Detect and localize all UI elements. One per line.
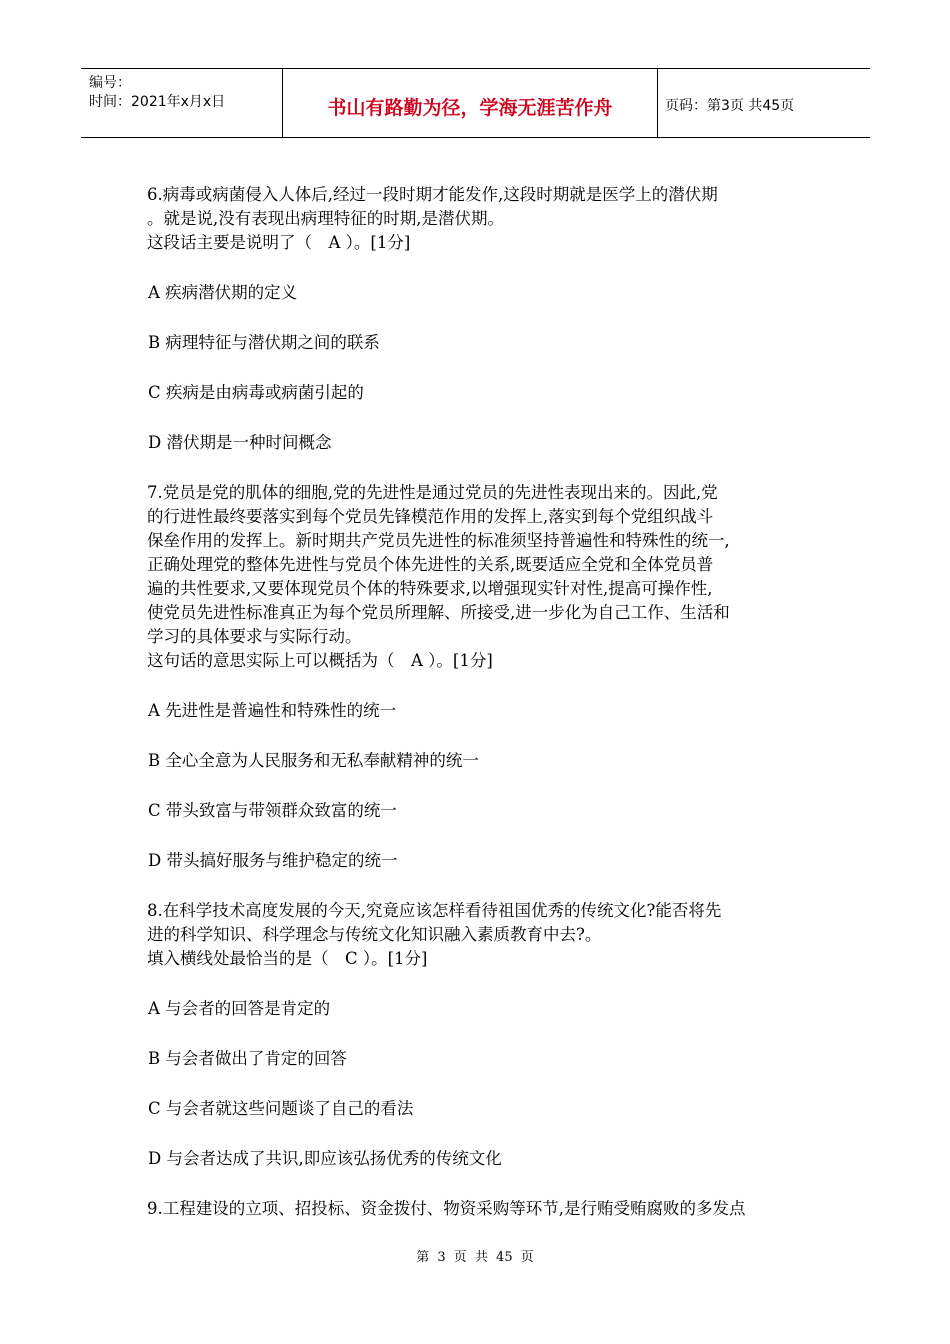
option-b: B 全心全意为人民服务和无私奉献精神的统一 bbox=[148, 751, 479, 770]
question-9-stem bbox=[147, 1197, 815, 1221]
text-line: 的行进性最终要落实到每个党员先锋模范作用的发挥上,落实到每个党组织战斗 bbox=[147, 507, 714, 526]
document-body bbox=[147, 183, 815, 1231]
text-line: 进的科学知识、科学理念与传统文化知识融入素质教育中去?。 bbox=[147, 925, 602, 944]
option-d: D 带头搞好服务与维护稳定的统一 bbox=[148, 851, 398, 870]
page-footer: 第 3 页 共 45 页 bbox=[416, 1250, 534, 1265]
header-motto: 书山有路勤为径，学海无涯苦作舟 bbox=[327, 97, 613, 119]
option-d: D 与会者达成了共识,即应该弘扬优秀的传统文化 bbox=[148, 1149, 502, 1168]
text-line: 使党员先进性标准真正为每个党员所理解、所接受,进一步化为自己工作、生活和 bbox=[147, 603, 730, 622]
text-line: 6.病毒或病菌侵入人体后,经过一段时期才能发作,这段时期就是医学上的潜伏期 bbox=[147, 185, 718, 204]
header-meta bbox=[89, 74, 279, 112]
option-a: A 先进性是普遍性和特殊性的统一 bbox=[148, 701, 397, 720]
text-line: 7.党员是党的肌体的细胞,党的先进性是通过党员的先进性表现出来的。因此,党 bbox=[147, 483, 718, 502]
option-b: B 与会者做出了肯定的回答 bbox=[148, 1049, 347, 1068]
page-header bbox=[81, 68, 870, 138]
option-a: A 与会者的回答是肯定的 bbox=[148, 999, 331, 1018]
text-line: 学习的具体要求与实际行动。 bbox=[147, 627, 362, 646]
option-c: C 疾病是由病毒或病菌引起的 bbox=[148, 383, 364, 402]
question-prompt: 填入横线处最恰当的是（ C ）。[1分] bbox=[147, 949, 428, 968]
question-7-stem bbox=[147, 481, 815, 673]
text-line: 保垒作用的发挥上。新时期共产党员先进性的标准须坚持普遍性和特殊性的统一, bbox=[147, 531, 730, 550]
text-line: 9.工程建设的立项、招投标、资金拨付、物资采购等环节,是行贿受贿腐败的多发点 bbox=[147, 1199, 746, 1218]
question-8-stem bbox=[147, 899, 815, 971]
text-line: 正确处理党的整体先进性与党员个体先进性的关系,既要适应全党和全体党员普 bbox=[147, 555, 714, 574]
text-line: 遍的共性要求,又要体现党员个体的特殊要求,以增强现实针对性,提高可操作性, bbox=[147, 579, 713, 598]
question-6-stem bbox=[147, 183, 815, 255]
option-d: D 潜伏期是一种时间概念 bbox=[148, 433, 332, 452]
header-divider bbox=[657, 69, 658, 137]
question-prompt: 这句话的意思实际上可以概括为（ A ）。[1分] bbox=[147, 651, 493, 670]
question-prompt: 这段话主要是说明了（ A ）。[1分] bbox=[147, 233, 411, 252]
document-date-label: 时间：2021年x月x日 bbox=[89, 94, 226, 110]
option-b: B 病理特征与潜伏期之间的联系 bbox=[148, 333, 380, 352]
header-page-info: 页码：第3页 共45页 bbox=[665, 98, 795, 114]
text-line: 8.在科学技术高度发展的今天,究竟应该怎样看待祖国优秀的传统文化?能否将先 bbox=[147, 901, 722, 920]
option-c: C 带头致富与带领群众致富的统一 bbox=[148, 801, 397, 820]
option-a: A 疾病潜伏期的定义 bbox=[148, 283, 298, 302]
text-line: 。就是说,没有表现出病理特征的时期,是潜伏期。 bbox=[147, 209, 504, 228]
option-c: C 与会者就这些问题谈了自己的看法 bbox=[148, 1099, 414, 1118]
document-number-label: 编号： bbox=[89, 75, 131, 91]
